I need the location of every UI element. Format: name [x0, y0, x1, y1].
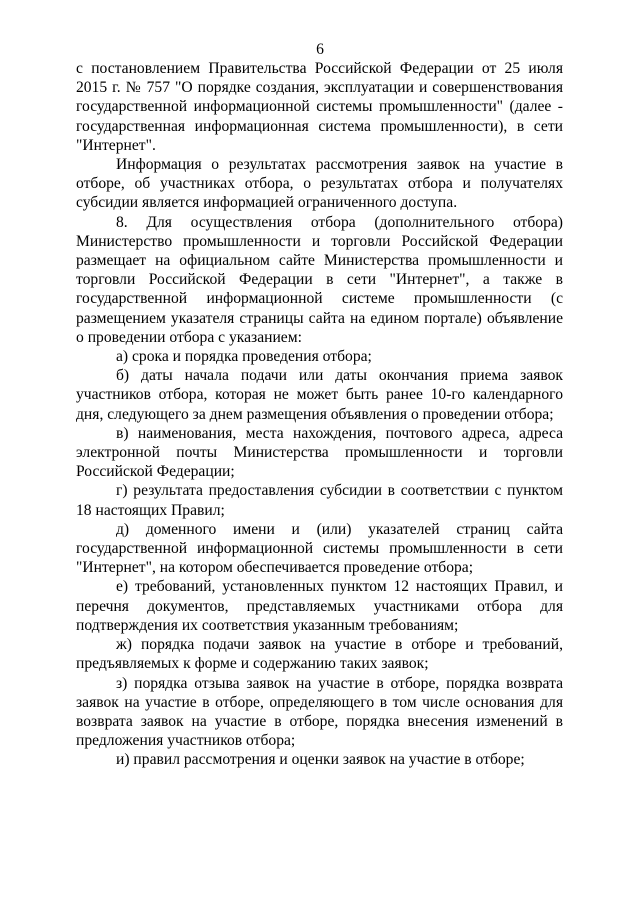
list-item-e: е) требований, установленных пунктом 12 настоящих Правил, и перечня документов, представляемых участниками отбора для подтверждения их соответствия указанным требованиям; [76, 578, 563, 634]
list-item-b: б) даты начала подачи или даты окончания приема заявок участников отбора, которая не может быть ранее 10-го календарного дня, следующего за днем размещения объявления о проведении отбора; [76, 367, 563, 423]
list-item-zh: ж) порядка подачи заявок на участие в отборе и требований, предъявляемых к форме и содержанию таких заявок; [76, 636, 563, 673]
paragraph-continuation: с постановлением Правительства Российской Федерации от 25 июля 2015 г. № 757 "О порядке создания, эксплуатации и совершенствования государственной информационной системы промышленности" (далее - государственная информационная система промышленности), в сети "Интернет". [76, 60, 563, 154]
paragraph-info-restricted: Информация о результатах рассмотрения заявок на участие в отборе, об участниках отбора, о результатах отбора и получателях субсидии является информацией ограниченного доступа. [76, 156, 563, 212]
list-item-i: и) правил рассмотрения и оценки заявок на участие в отборе; [116, 751, 525, 769]
paragraph-item-8: 8. Для осуществления отбора (дополнительного отбора) Министерство промышленности и торговли Российской Федерации размещает на официальном сайте Министерства промышленности и торговли Российской Федерации в сети "Интернет", а также в государственной информационной системе промышленности (с размещением указателя страницы сайта на едином портале) объявление о проведении отбора с указанием: [76, 213, 563, 346]
list-item-a: а) срока и порядка проведения отбора; [116, 348, 372, 366]
list-item-g: г) результата предоставления субсидии в соответствии с пунктом 18 настоящих Правил; [76, 482, 563, 519]
list-item-d: д) доменного имени и (или) указателей страниц сайта государственной информационной системы промышленности в сети "Интернет", на котором обеспечивается проведение отбора; [76, 520, 563, 577]
list-item-z: з) порядка отзыва заявок на участие в отборе, порядка возврата заявок на участие в отборе, определяющего в том числе основания для возврата заявок на участие в отборе, порядка внесения изменений в предложения участников отбора; [76, 674, 563, 750]
page-number: 6 [316, 41, 324, 58]
document-body [76, 59, 563, 770]
list-item-v: в) наименования, места нахождения, почтового адреса, адреса электронной почты Министерства промышленности и торговли Российской Федерации; [76, 424, 563, 481]
